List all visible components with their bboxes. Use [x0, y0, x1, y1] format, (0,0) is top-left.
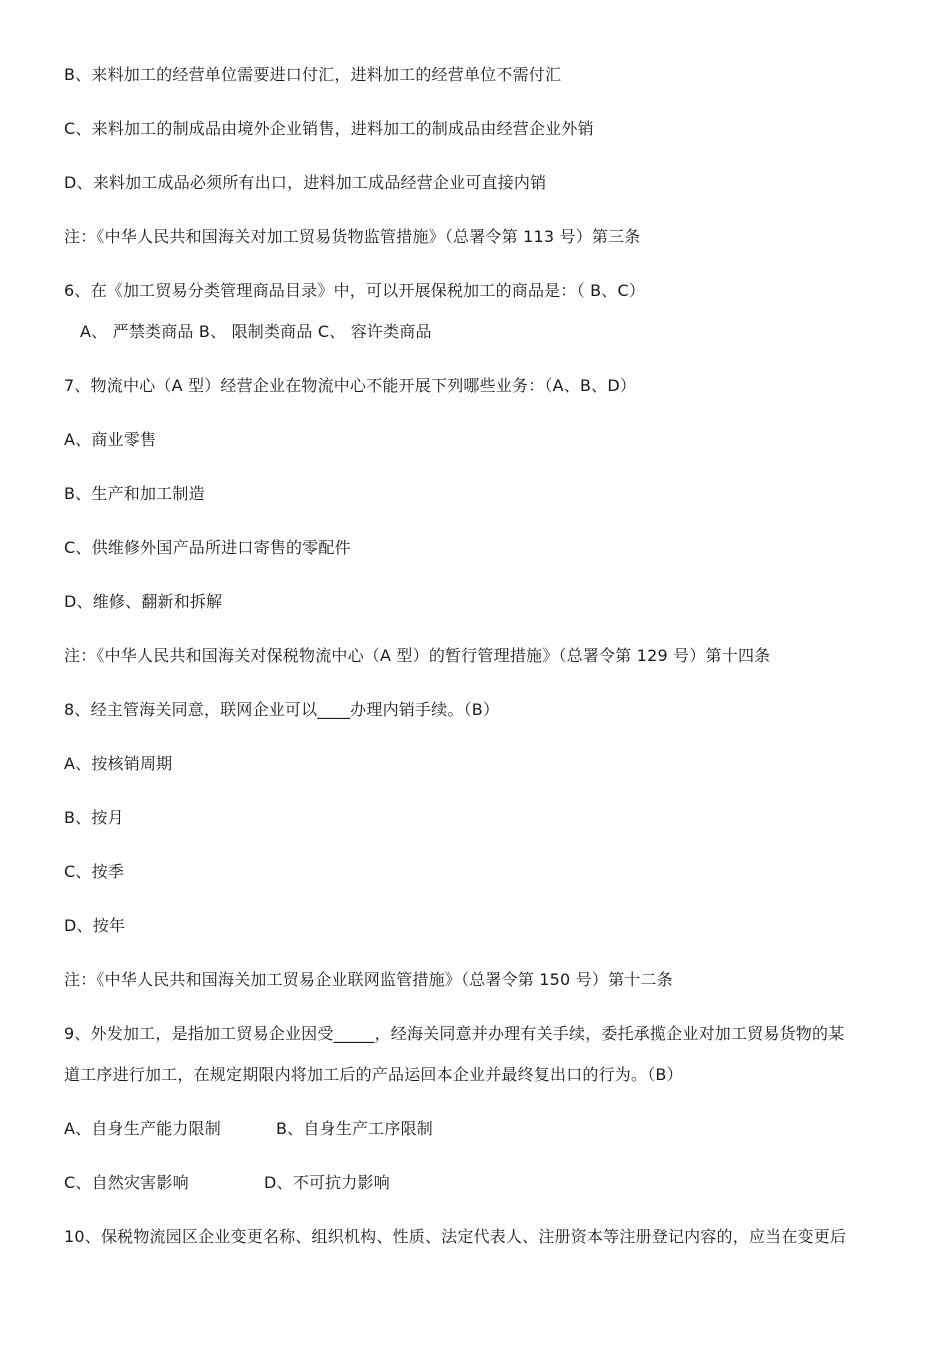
q9-question-line2: 道工序进行加工，在规定期限内将加工后的产品运回本企业并最终复出口的行为。（B）: [64, 1065, 683, 1084]
q8-option-a: A、按核销周期: [64, 754, 173, 773]
q9-option-a: A、自身生产能力限制: [64, 1119, 221, 1138]
q7-option-c: C、供维修外国产品所进口寄售的零配件: [64, 538, 351, 557]
q7-question: 7、物流中心（A 型）经营企业在物流中心不能开展下列哪些业务：（A、B、D）: [64, 376, 637, 395]
q6-options: A、 严禁类商品 B、 限制类商品 C、 容许类商品: [80, 322, 432, 341]
q7-option-d: D、维修、翻新和拆解: [64, 592, 223, 611]
q7-note: 注：《中华人民共和国海关对保税物流中心（A 型）的暂行管理措施》（总署令第 129 号）第十四条: [64, 646, 771, 665]
q9-option-c: C、自然灾害影响: [64, 1173, 189, 1192]
q7-option-a: A、商业零售: [64, 430, 157, 449]
q8-note: 注：《中华人民共和国海关加工贸易企业联网监管措施》（总署令第 150 号）第十二条: [64, 970, 673, 989]
q5-note: 注：《中华人民共和国海关对加工贸易货物监管措施》（总署令第 113 号）第三条: [64, 227, 641, 246]
q8-question: 8、经主管海关同意，联网企业可以____办理内销手续。（B）: [64, 700, 500, 719]
q5-option-b: B、来料加工的经营单位需要进口付汇，进料加工的经营单位不需付汇: [64, 65, 562, 84]
q7-option-b: B、生产和加工制造: [64, 484, 205, 503]
q5-option-c: C、来料加工的制成品由境外企业销售，进料加工的制成品由经营企业外销: [64, 119, 594, 138]
q8-option-d: D、按年: [64, 916, 126, 935]
q10-question-line1: 10、保税物流园区企业变更名称、组织机构、性质、法定代表人、注册资本等注册登记内容的，应当在变更后: [64, 1227, 847, 1246]
q8-option-b: B、按月: [64, 808, 124, 827]
q8-option-c: C、按季: [64, 862, 124, 881]
q6-question: 6、在《加工贸易分类管理商品目录》中，可以开展保税加工的商品是：（ B、C）: [64, 281, 646, 300]
q9-option-b: B、自身生产工序限制: [276, 1119, 433, 1138]
q5-option-d: D、来料加工成品必须所有出口，进料加工成品经营企业可直接内销: [64, 173, 547, 192]
q9-option-d: D、不可抗力影响: [264, 1173, 390, 1192]
q9-question-line1: 9、外发加工，是指加工贸易企业因受_____，经海关同意并办理有关手续，委托承揽企业对加工贸易货物的某: [64, 1024, 845, 1043]
